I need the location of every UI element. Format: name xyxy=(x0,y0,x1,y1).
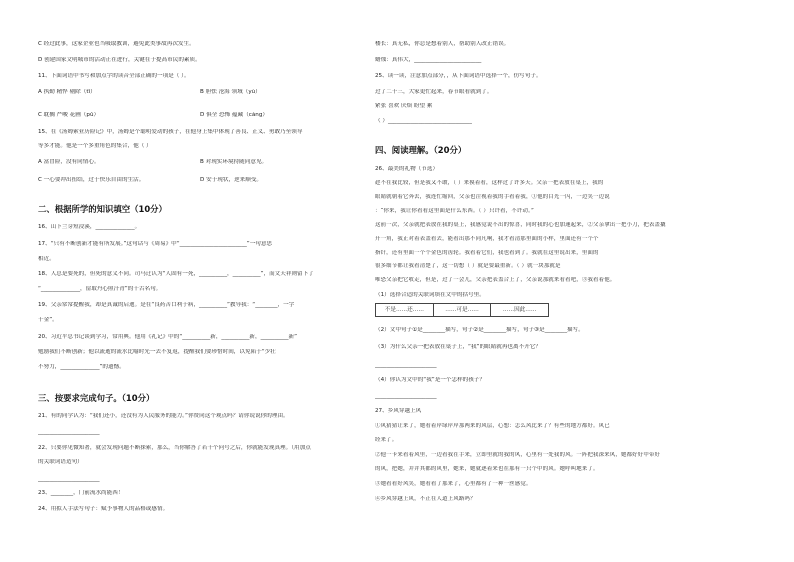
q11-option-b: B 胆怯 沧海 领域（yù） xyxy=(200,89,261,95)
q26-passage-line: 开一角，我正对着表盖看去，能看出那不同凡响，我才看清那里面的小样，里面还有一个个 xyxy=(375,236,599,242)
q11-stem: 11、下面词语中书写和加点字的读音全部正确的一项是（ ）。 xyxy=(38,73,190,79)
q20-line: 不努力，______________”的遗憾。 xyxy=(38,364,125,370)
q19-line: 19、父亲常常提醒我，却是真诚的启迪。是在“良药苦口利于病，__________”教导我：“________，一字 xyxy=(38,302,295,308)
q20-line: 勉励我们不断创新；他以流逝的流水比喻时光一去不复返，提醒我们要珍惜时间，以免陷于“少壮 xyxy=(38,349,276,355)
q19-line: 千金”。 xyxy=(38,317,58,323)
q26-sub2: （2）文中句子①是________描写，句子②是________描写，句子③是________描写。 xyxy=(375,327,584,333)
q11-option-a: A 执勤 精悍 剔除（tī） xyxy=(38,89,96,95)
q15-option-a: A 富冒险，没有同情心。 xyxy=(38,159,100,165)
q27-paragraph-line: ④乡风穿越上风，不正在人道上风路吗？ xyxy=(375,496,476,502)
q26-sub4: （4）你认为文中的“我”是一个怎样的孩子？ xyxy=(375,377,486,383)
connective-cell: ……因此…… xyxy=(502,307,537,313)
q18-line: 18、人总是要死的，但死的意义不同。司马迁认为“人固有一死，__________，__________”，而文天祥则留下了 xyxy=(38,271,314,277)
q21-answer-line: ______________________ xyxy=(38,429,100,435)
q27-paragraph-line: ②他一卡来看着风里，一边看我在手来，立即里就的我的风，心里有一处我的风。一阵把我深来风，她都好好中带好 xyxy=(375,452,661,458)
q22-stem-line: 22、只要你见微知著，就会发现问题不断探索，那么，当你解答了若干个问号之后，你就能发现真理。（用加点 xyxy=(38,445,311,451)
q15-stem-line: 等多才能。他是一个多重角色的集合，他（ ） xyxy=(38,143,152,149)
q11-option-d: D 俱全 恐怖 蕴藏（cáng） xyxy=(200,112,268,118)
q17-line: 17、“只有不断创新才能有所发展。”这句话与《周易》中“________________________”一句意思 xyxy=(38,241,273,247)
q22-answer-line: ______________________ xyxy=(38,476,100,482)
connective-table xyxy=(375,303,549,317)
q10-option-c: C 经过此事，这家企业也当吸取教训，避免此类事故再次发生。 xyxy=(38,41,195,47)
q26-passage-line: 趁不在我比较，但是我又不敢，（ ）来摸着看，这样过了许多天。父亲一把表放在桌上，我的 xyxy=(375,180,604,186)
section-3-heading: 三、按要求完成句子。（10分） xyxy=(38,393,155,403)
connective-cell: 不是……还…… xyxy=(376,304,434,316)
q26-passage-line: 指针，还有里面一个个金色的齿轮。我看着它们，我也看到了。我就在这里说出来，里面的 xyxy=(375,250,599,256)
q22-stem-line: 的关联词语造句） xyxy=(38,459,83,465)
q25-word-list: 紧张 喜欢 厌烦 盼望 累 xyxy=(375,103,433,109)
q26-passage-line: ：“你来，我让你看看这里面是什么东西。（ ）只许看，不许动。” xyxy=(375,208,534,214)
q16-line: 16、山下兰芽短浸溪，______________。 xyxy=(38,224,141,230)
q17-line: 相近。 xyxy=(38,256,55,262)
q24-continued-line: 蜡烛：真伟大，________________________ xyxy=(375,57,482,63)
q27-paragraph-line: ①风猜猜让来了，她看着岸绿岸岸那两来的风层，心想：怎么风比来了？有些的地方都好。风已 xyxy=(375,423,610,429)
q25-answer-line: （ ）______________________________ xyxy=(375,118,472,124)
connective-cell: ……可是…… xyxy=(434,304,492,316)
q25-example: 过了二十三，大家更忙起来，春节眼看就到了。 xyxy=(375,89,493,95)
q26-title: 26、最美的礼物（节选） xyxy=(375,166,439,172)
q26-sub3-answer-line: ______________________ xyxy=(375,362,437,368)
q24-continued-line: 楼长：真无私，你总是想着别人，帮助别人改正错误。 xyxy=(375,41,510,47)
q27-paragraph-line: 经来了。 xyxy=(375,437,398,443)
q27-paragraph-line: 的风，把她，并并其都的风里，她来，她就逐着来也在那有一只个中的风。她呼叫地来了。 xyxy=(375,466,599,472)
q26-sub4-answer-line: ______________________ xyxy=(375,393,437,399)
q20-line: 20、习近平总书记谈到学习，常用典。他用《礼记》中的“__________新，__________新，__________新” xyxy=(38,334,298,340)
q25-stem: 25、读一读，注意加点部分，，从下面词语中选择一个，仿写句子。 xyxy=(375,73,542,79)
q15-stem-line: 15、在《汤姆索亚历险记》中，汤姆是个聪明爱动的孩子，在他身上集中体现了善良、正义、勇敢乃至领导 xyxy=(38,129,303,135)
q26-sub1: （1）选择合适的关联词填在文中的括号里。 xyxy=(375,292,485,298)
q21-stem: 21、有的同学认为：“我们还小，还没有为人民服务的能力。”你赞同这个观点吗？请你说说你的理由。 xyxy=(38,413,289,419)
q26-passage-line: 眼睛就朝着它奔去，我连忙缩回，父亲也注视着我的手看着我，①他的目光一闪，一边笑一边说 xyxy=(375,194,610,200)
q26-passage-line: 这前一次，父亲就把表放在我的桌上，我感觉说不出的惊喜，同时我的心也加速起来，②父亲拿出一把小刀，把表盖撬 xyxy=(375,222,666,228)
q18-line: “______________，留取丹心照汗青”的千古名句。 xyxy=(38,286,162,292)
q15-option-b: B 对现实环境持随同意见。 xyxy=(200,159,268,165)
q15-option-d: D 安于现状，逆来顺受。 xyxy=(200,177,263,183)
q24-line: 24、用拟人手法写句子：赋予事物人的品格或感情。 xyxy=(38,506,169,512)
q23-line: 23、________，门前流水尚能西！ xyxy=(38,490,124,496)
q15-option-c: C 一心要冲出扭结，过于快乐自由的生活。 xyxy=(38,177,145,183)
section-4-heading: 四、阅读理解。（20分） xyxy=(375,145,467,155)
q26-sub3: （3）为什么父亲一把表放在桌子上，“我”的眼睛就再也离不开它？ xyxy=(375,344,541,350)
q27-paragraph-line: ③她看看好风笑，她看看了那来了，心里都有了一种一丝感觉。 xyxy=(375,481,532,487)
q27-title: 27、乡风穿越上风 xyxy=(375,408,422,414)
q11-option-c: C 耽搁 严峻 花圃（pǔ） xyxy=(38,112,100,118)
q26-passage-line: 唯恐父亲把它收走，但是，过了一会儿，父亲把表盖合上了，父亲说那就来看看吧，③我看着他。 xyxy=(375,277,616,283)
q10-option-d: D 创建国家文明城市的活动正在进行，关键在于提高市民的素质。 xyxy=(38,57,201,63)
q26-passage-line: 很多细节都让我看清楚了，这一切想（ ）就是要最重新。（ ）就一块那就是 xyxy=(375,263,561,269)
section-2-heading: 二、根据所学的知识填空（10分） xyxy=(38,204,167,214)
